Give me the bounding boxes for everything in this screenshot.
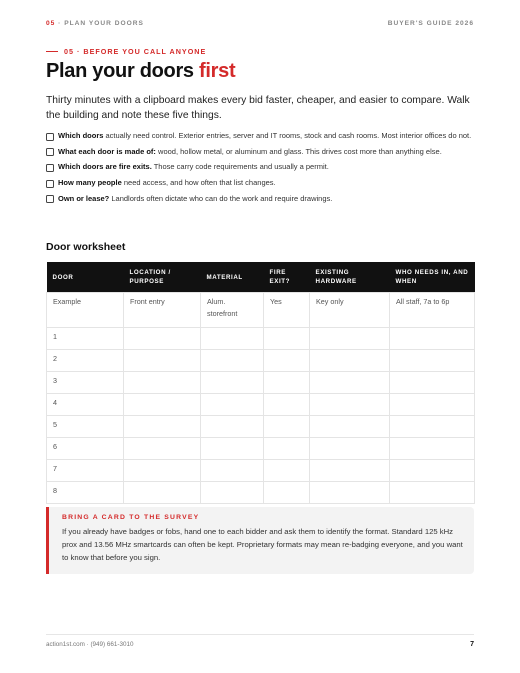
checklist bbox=[46, 130, 474, 208]
blank-cell[interactable] bbox=[124, 460, 201, 482]
guide-label: BUYER'S GUIDE 2026 bbox=[387, 20, 474, 27]
row-number: 4 bbox=[47, 394, 124, 416]
blank-cell[interactable] bbox=[264, 372, 310, 394]
blank-cell[interactable] bbox=[201, 416, 264, 438]
section-eyebrow bbox=[46, 47, 206, 56]
table-row bbox=[47, 416, 475, 438]
table-row bbox=[47, 394, 475, 416]
blank-cell[interactable] bbox=[390, 416, 475, 438]
blank-cell[interactable] bbox=[310, 350, 390, 372]
row-number: 6 bbox=[47, 438, 124, 460]
blank-cell[interactable] bbox=[264, 328, 310, 350]
checkbox-icon[interactable] bbox=[46, 164, 54, 172]
blank-cell[interactable] bbox=[124, 328, 201, 350]
checklist-item: Which doors actually need control. Exterior entries, server and IT rooms, stock and cash rooms. Most interior offices do not. bbox=[46, 130, 474, 143]
blank-cell[interactable] bbox=[124, 350, 201, 372]
worksheet-title: Door worksheet bbox=[46, 241, 126, 253]
blank-cell[interactable] bbox=[310, 460, 390, 482]
blank-cell[interactable] bbox=[201, 328, 264, 350]
blank-cell[interactable] bbox=[264, 438, 310, 460]
blank-cell[interactable] bbox=[201, 482, 264, 504]
col-fire-exit: FIRE EXIT? bbox=[264, 262, 310, 293]
checklist-item: How many people need access, and how often that list changes. bbox=[46, 177, 474, 190]
blank-cell[interactable] bbox=[310, 394, 390, 416]
blank-cell[interactable] bbox=[264, 416, 310, 438]
blank-cell[interactable] bbox=[201, 438, 264, 460]
blank-cell[interactable] bbox=[390, 482, 475, 504]
example-door: Example bbox=[47, 293, 124, 328]
col-door: DOOR bbox=[47, 262, 124, 293]
checkbox-icon[interactable] bbox=[46, 195, 54, 203]
blank-cell[interactable] bbox=[390, 372, 475, 394]
eyebrow-dash bbox=[46, 51, 58, 53]
example-hardware: Key only bbox=[310, 293, 390, 328]
col-who: WHO NEEDS IN, AND WHEN bbox=[390, 262, 475, 293]
blank-cell[interactable] bbox=[310, 328, 390, 350]
blank-cell[interactable] bbox=[264, 482, 310, 504]
row-number: 2 bbox=[47, 350, 124, 372]
blank-cell[interactable] bbox=[264, 394, 310, 416]
example-who: All staff, 7a to 6p bbox=[390, 293, 475, 328]
checkbox-icon[interactable] bbox=[46, 133, 54, 141]
example-location: Front entry bbox=[124, 293, 201, 328]
blank-cell[interactable] bbox=[390, 350, 475, 372]
table-row bbox=[47, 482, 475, 504]
row-number: 8 bbox=[47, 482, 124, 504]
blank-cell[interactable] bbox=[124, 372, 201, 394]
example-material: Alum. storefront bbox=[201, 293, 264, 328]
eyebrow-text: 05 · BEFORE YOU CALL ANYONE bbox=[64, 47, 207, 56]
col-hardware: EXISTING HARDWARE bbox=[310, 262, 390, 293]
intro-paragraph: Thirty minutes with a clipboard makes every bid faster, cheaper, and easier to compare. Walk the building and note these five things. bbox=[46, 95, 470, 121]
checklist-item: Which doors are fire exits. Those carry code requirements and usually a permit. bbox=[46, 161, 474, 174]
table-row bbox=[47, 350, 475, 372]
blank-cell[interactable] bbox=[310, 372, 390, 394]
title-accent: first bbox=[199, 60, 236, 82]
checkbox-icon[interactable] bbox=[46, 180, 54, 188]
checklist-item: Own or lease? Landlords often dictate who can do the work and require drawings. bbox=[46, 193, 474, 206]
blank-cell[interactable] bbox=[201, 394, 264, 416]
checklist-item: What each door is made of: wood, hollow metal, or aluminum and glass. This drives cost more than anything else. bbox=[46, 146, 474, 159]
page-footer bbox=[46, 634, 474, 648]
door-worksheet-table bbox=[46, 262, 475, 504]
row-number: 1 bbox=[47, 328, 124, 350]
blank-cell[interactable] bbox=[390, 328, 475, 350]
table-row bbox=[47, 372, 475, 394]
table-row bbox=[47, 438, 475, 460]
footer-contact: action1st.com · (949) 661-3010 bbox=[46, 641, 134, 648]
callout-title: BRING A CARD TO THE SURVEY bbox=[62, 514, 200, 521]
blank-cell[interactable] bbox=[264, 350, 310, 372]
example-row bbox=[47, 293, 475, 328]
blank-cell[interactable] bbox=[201, 460, 264, 482]
blank-cell[interactable] bbox=[124, 416, 201, 438]
page-number: 7 bbox=[470, 641, 474, 648]
row-number: 7 bbox=[47, 460, 124, 482]
page-title: Plan your doors first bbox=[46, 60, 236, 82]
callout-text: If you already have badges or fobs, hand one to each bidder and ask them to identify the format. Standard 125 kHz prox and 13.56 MHz smartcards can often be kept. Proprietary formats may mean re-badging everyone, and you want to know that before you sign. bbox=[62, 527, 463, 562]
checkbox-icon[interactable] bbox=[46, 148, 54, 156]
running-header bbox=[46, 20, 474, 27]
table-row bbox=[47, 460, 475, 482]
col-material: MATERIAL bbox=[201, 262, 264, 293]
blank-cell[interactable] bbox=[310, 416, 390, 438]
blank-cell[interactable] bbox=[390, 438, 475, 460]
blank-cell[interactable] bbox=[201, 372, 264, 394]
table-row bbox=[47, 328, 475, 350]
table-header-row bbox=[47, 262, 475, 293]
blank-cell[interactable] bbox=[124, 482, 201, 504]
example-fire-exit: Yes bbox=[264, 293, 310, 328]
blank-cell[interactable] bbox=[124, 438, 201, 460]
blank-cell[interactable] bbox=[201, 350, 264, 372]
col-location: LOCATION / PURPOSE bbox=[124, 262, 201, 293]
row-number: 5 bbox=[47, 416, 124, 438]
blank-cell[interactable] bbox=[390, 394, 475, 416]
survey-callout bbox=[46, 507, 474, 574]
blank-cell[interactable] bbox=[310, 438, 390, 460]
chapter-label: 05 · PLAN YOUR DOORS bbox=[46, 20, 144, 27]
blank-cell[interactable] bbox=[124, 394, 201, 416]
blank-cell[interactable] bbox=[390, 460, 475, 482]
blank-cell[interactable] bbox=[264, 460, 310, 482]
blank-cell[interactable] bbox=[310, 482, 390, 504]
row-number: 3 bbox=[47, 372, 124, 394]
